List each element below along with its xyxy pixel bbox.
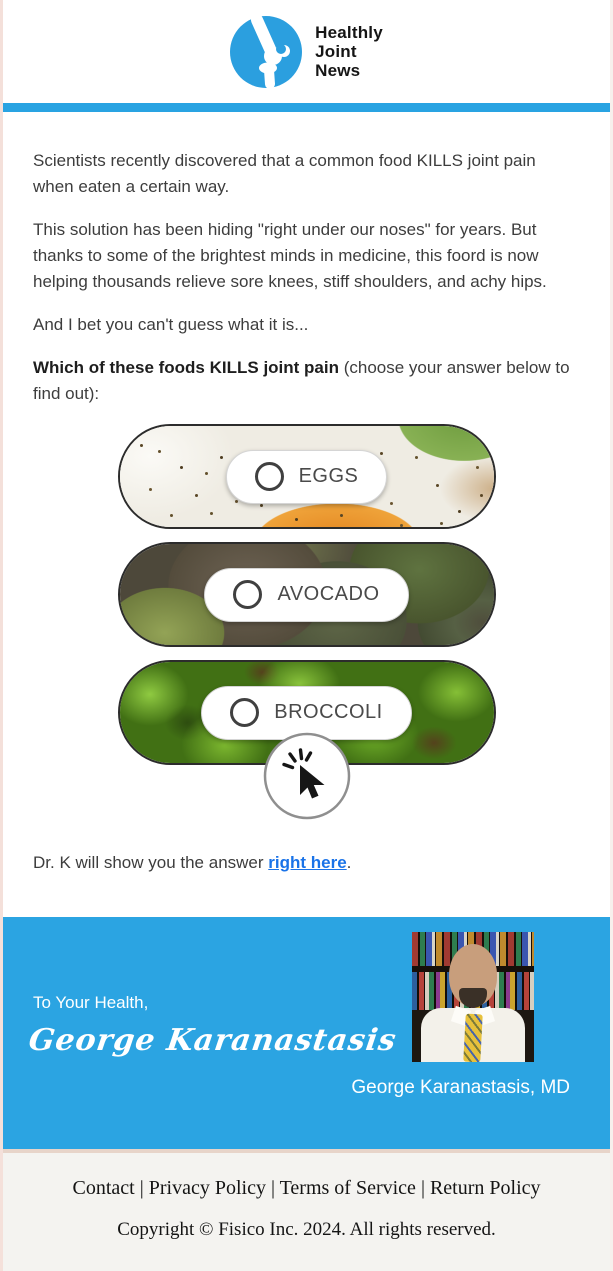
broccoli-option-label: BROCCOLI (274, 701, 383, 723)
avocado-radio-button[interactable] (233, 580, 262, 609)
quiz-question-bold: Which of these foods KILLS joint pain (33, 358, 339, 377)
header (3, 0, 610, 103)
brand-name (315, 23, 383, 80)
copyright-text: Copyright © Fisico Inc. 2024. All rights reserved. (117, 1219, 496, 1240)
quiz-option-eggs[interactable] (118, 424, 496, 529)
footer-link-privacy-policy[interactable]: Privacy Policy (148, 1177, 266, 1199)
signoff-section (3, 917, 610, 1149)
avocado-answer-button[interactable] (204, 568, 408, 622)
footer-link-return-policy[interactable]: Return Policy (429, 1177, 541, 1199)
brand-name-line: Joint (315, 42, 357, 61)
broccoli-radio-button[interactable] (230, 698, 259, 727)
footer-link-separator: | (415, 1177, 430, 1199)
footer-links (13, 1177, 600, 1200)
quiz-question (33, 355, 580, 407)
footer-link-separator: | (134, 1177, 149, 1199)
footer (3, 1149, 610, 1271)
eggs-answer-button[interactable] (226, 450, 388, 504)
quiz-option-avocado[interactable] (118, 542, 496, 647)
quiz-options (33, 424, 580, 765)
article-paragraph: And I bet you can't guess what it is... (33, 315, 309, 334)
right-here-link[interactable]: right here (268, 853, 347, 872)
answer-reveal-line (33, 850, 580, 876)
footer-link-contact[interactable]: Contact (72, 1177, 135, 1199)
signature-script: George Karanastasis (26, 1023, 399, 1058)
doctor-tie-graphic (463, 1014, 482, 1062)
article-paragraph: This solution has been hiding "right under our noses" for years. But thanks to some of the brightest minds in medicine, this foord is now helping thousands relieve sore knees, stiff shoulders, and achy hips. (33, 220, 547, 291)
brand-name-line: News (315, 61, 361, 80)
salutation-text: To Your Health, (33, 993, 149, 1012)
avocado-option-label: AVOCADO (277, 583, 380, 605)
eggs-option-label: EGGS (298, 465, 359, 487)
click-cursor-badge (33, 732, 580, 820)
quiz-question-rest: (choose your answer below to find out): (33, 358, 570, 403)
article-body (3, 112, 610, 917)
click-cursor-icon (263, 732, 351, 820)
knee-joint-logo-icon (230, 16, 302, 88)
doctor-portrait-photo (412, 932, 534, 1062)
footer-link-separator: | (265, 1177, 280, 1199)
answer-suffix: . (346, 853, 352, 872)
article-paragraph: Scientists recently discovered that a common food KILLS joint pain when eaten a certain way. (33, 151, 536, 196)
eggs-radio-button[interactable] (255, 462, 284, 491)
brand-name-line: Healthly (315, 23, 383, 42)
footer-link-terms-of-service[interactable]: Terms of Service (279, 1177, 416, 1199)
doctor-name-caption: George Karanastasis, MD (351, 1077, 570, 1098)
answer-prefix: Dr. K will show you the answer (33, 853, 269, 872)
header-divider-bar (3, 103, 610, 112)
